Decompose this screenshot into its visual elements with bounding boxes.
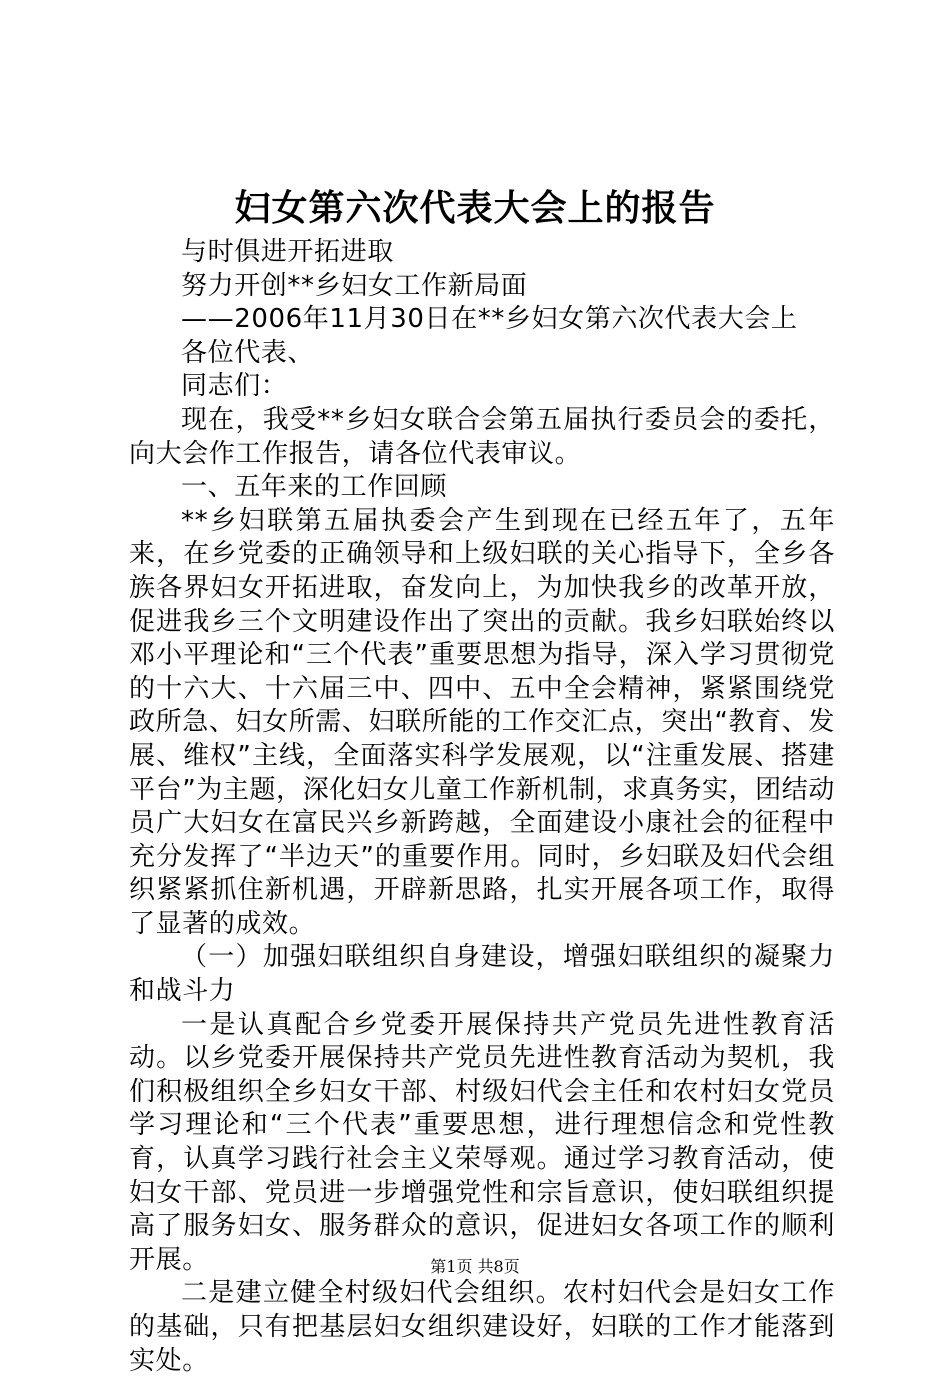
subtitle-line-2: 努力开创**乡妇女工作新局面 xyxy=(181,270,528,301)
paragraph-point-one: 一是认真配合乡党委开展保持共产党员先进性教育活动。以乡党委开展保持共产党员先进性教育活动为契机，我们积极组织全乡妇女干部、村级妇代会主任和农村妇女党员学习理论和“三个代表”重要思想，进行理想信念和党性教育，认真学习践行社会主义荣辱观。通过学习教育活动，使妇女干部、党员进一步增强党性和宗旨意识，使妇联组织提高了服务妇女、服务群众的意识，促进妇女各项工作的顺利开展。 xyxy=(129,1009,835,1275)
document-body xyxy=(129,236,835,1378)
salutation-line-2: 同志们： xyxy=(181,371,288,402)
salutation-line-1: 各位代表、 xyxy=(181,337,315,368)
paragraph-intro: 现在，我受**乡妇女联合会第五届执行委员会的委托，向大会作工作报告，请各位代表审议。 xyxy=(129,404,835,469)
subtitle-line-1: 与时俱进开拓进取 xyxy=(181,237,394,267)
document-title: 妇女第六次代表大会上的报告 xyxy=(234,187,716,229)
paragraph-review: **乡妇联第五届执委会产生到现在已经五年了，五年来，在乡党委的正确领导和上级妇联的关心指导下，全乡各族各界妇女开拓进取，奋发向上，为加快我乡的改革开放，促进我乡三个文明建设作出了突出的贡献。我乡妇联始终以邓小平理论和“三个代表”重要思想为指导，深入学习贯彻党的十六大、十六届三中、四中、五中全会精神，紧紧围绕党政所急、妇女所需、妇联所能的工作交汇点，突出“教育、发展、维权”主线，全面落实科学发展观，以“注重发展、搭建平台”为主题，深化妇女儿童工作新机制，求真务实，团结动员广大妇女在富民兴乡新跨越，全面建设小康社会的征程中充分发挥了“半边天”的重要作用。同时，乡妇联及妇代会组织紧紧抓住新机遇，开辟新思路，扎实开展各项工作，取得了显著的成效。 xyxy=(129,505,835,939)
date-line: ——2006年11月30日在**乡妇女第六次代表大会上 xyxy=(181,304,798,335)
section-heading: 一、五年来的工作回顾 xyxy=(181,472,448,503)
paragraph-point-two: 二是建立健全村级妇代会组织。农村妇代会是妇女工作的基础，只有把基层妇女组织建设好，妇联的工作才能落到实处。 xyxy=(129,1278,835,1376)
page-footer: 第1页 共8页 xyxy=(430,1257,520,1276)
subsection-heading: （一）加强妇联组织自身建设，增强妇联组织的凝聚力和战斗力 xyxy=(129,942,835,1007)
